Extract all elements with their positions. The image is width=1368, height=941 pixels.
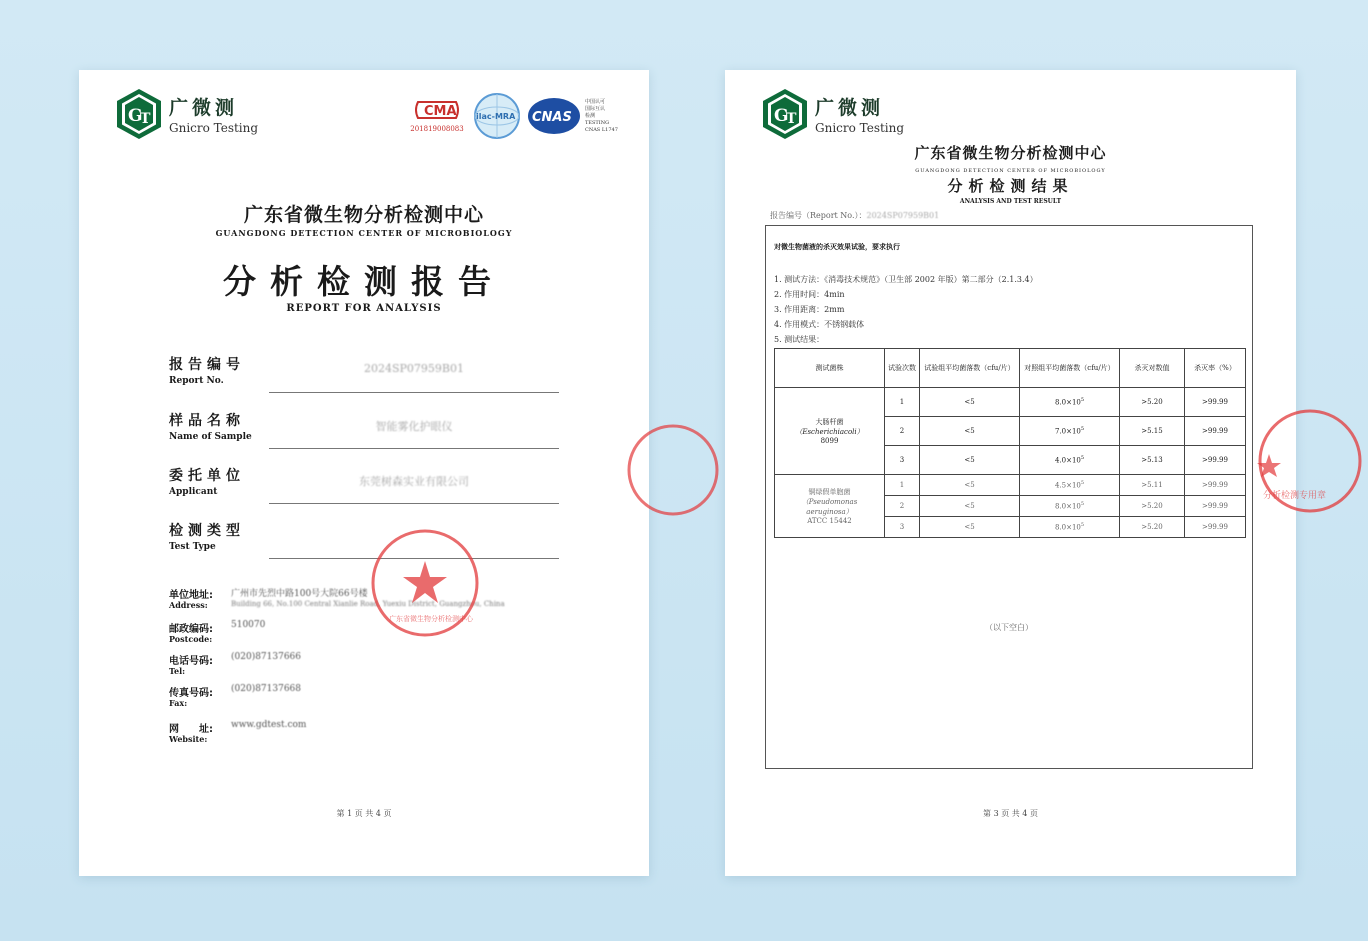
ilac-mra-icon [471,92,523,140]
brand-name-cn: 广微测 [169,97,239,119]
table-row: 2 <5 $7.0\times 10^5$ >5.15 >99.99 [775,417,1246,446]
strain-cell: 铜绿假单胞菌 （Pseudomonas aeruginosa） ATCC 15442 [775,475,885,538]
report-cover-page [79,70,649,876]
condition-line: 1. 测试方法：《消毒技术规范》（卫生部 2002 年版）第二部分（2.1.3.4） [774,275,1038,284]
seal-text: 分析检测专用章 [1263,491,1327,501]
brand-logo [115,88,258,140]
org-title-en: GUANGDONG DETECTION CENTER OF MICROBIOLOGY [215,228,513,238]
table-header-row: 测试菌株 试验次数 试验组平均菌落数（cfu/片） 对照组平均菌落数（cfu/片） 杀灭对数值 杀灭率（%） [775,349,1246,388]
results-title-cn: 分析检测结果 [947,177,1074,195]
website-row: 网 址: Website: www.gdtest.com [169,720,307,744]
field-report-no: 报告编号 Report No. 2024SP07959B01 [169,354,559,404]
blank-below-note: （以下空白） [985,623,1033,632]
gt-logo-icon [761,88,809,140]
sample-name-value: 智能雾化护眼仪 [375,420,453,433]
results-report-no: 报告编号（Report No.）：2024SP07959B01 [770,211,940,220]
results-org-en: GUANGDONG DETECTION CENTER OF MICROBIOLOGY [915,168,1106,174]
field-applicant: 委托单位 Applicant 东莞树森实业有限公司 [169,465,559,515]
results-box [765,225,1253,769]
table-row: 大肠杆菌 （Escherichiacoli） 8099 1 <5 $8.0\times 10^5$ >5.20 >99.99 [775,388,1246,417]
org-title-cn: 广东省微生物分析检测中心 [243,204,484,226]
report-title-en: REPORT FOR ANALYSIS [286,303,442,314]
page-seam-stamp [1255,406,1327,516]
field-sample-name: 样品名称 Name of Sample 智能雾化护眼仪 [169,410,559,460]
condition-line: 5. 测试结果： [774,335,825,344]
condition-line: 2. 作用时间：4min [774,290,845,299]
cma-label: CMA [424,104,457,119]
tel-row: 电话号码: Tel: (020)87137666 [169,652,302,676]
table-row: 铜绿假单胞菌 （Pseudomonas aeruginosa） ATCC 15442 1 <5 $4.5\times 10^5$ >5.11 >99.99 [775,475,1246,496]
brand-name-cn: 广微测 [815,97,885,119]
condition-line: 4. 作用模式：不锈钢载体 [774,320,865,329]
fax-row: 传真号码: Fax: (020)87137668 [169,684,302,708]
condition-line: 3. 作用距离：2mm [774,305,845,314]
table-row: 3 <5 $8.0\times 10^5$ >5.20 >99.99 [775,517,1246,538]
brand-name-en: Gnicro Testing [169,121,259,135]
results-intro: 对微生物菌液的杀灭效果试验，要求执行 [774,243,900,251]
cma-mark [407,99,467,133]
report-title-cn: 分析检测报告 [223,262,505,301]
applicant-value: 东莞树森实业有限公司 [359,475,469,488]
svg-text:T: T [786,111,797,127]
gt-logo-icon [115,88,163,140]
brand-name-en: Gnicro Testing [815,121,905,135]
postcode-row: 邮政编码: Postcode: 510070 [169,620,266,644]
ilac-label: ilac-MRA [476,112,516,121]
seal-text: 广东省微生物分析检测中心 [389,615,473,623]
results-title-en: ANALYSIS AND TEST RESULT [959,198,1062,205]
address-row: 单位地址: Address: 广州市先烈中路100号大院66号楼 Building 66, No.100 Central Xianlie Road, Yuexiu District, Guangzhou, China [169,589,505,610]
page-footer: 第 3 页 共 4 页 [983,809,1038,818]
cma-logo-icon [412,99,462,121]
official-seal-stamp [367,525,483,641]
cma-number: 201819008083 [410,125,464,133]
results-org-cn: 广东省微生物分析检测中心 [914,144,1107,162]
svg-text:T: T [140,111,151,127]
cnas-label: CNAS [532,110,572,125]
table-row: 3 <5 $4.0\times 10^5$ >5.13 >99.99 [775,446,1246,475]
strain-cell: 大肠杆菌 （Escherichiacoli） 8099 [775,388,885,475]
page-seam-stamp [623,420,673,520]
brand-logo [761,88,904,140]
results-table [774,348,1246,538]
report-no-value: 2024SP07959B01 [363,362,464,375]
table-row: 2 <5 $8.0\times 10^5$ >5.20 >99.99 [775,496,1246,517]
cnas-logo-icon [527,96,581,136]
report-results-page [725,70,1327,876]
certification-logos [407,92,629,140]
cnas-note: 中国认可 国际互认 检测 TESTING CNAS L1747 [585,98,618,133]
svg-text:G: G [128,106,143,126]
field-test-type: 检测类型 Test Type [169,520,559,570]
page-footer: 第 1 页 共 4 页 [336,809,392,818]
svg-text:G: G [774,106,789,126]
